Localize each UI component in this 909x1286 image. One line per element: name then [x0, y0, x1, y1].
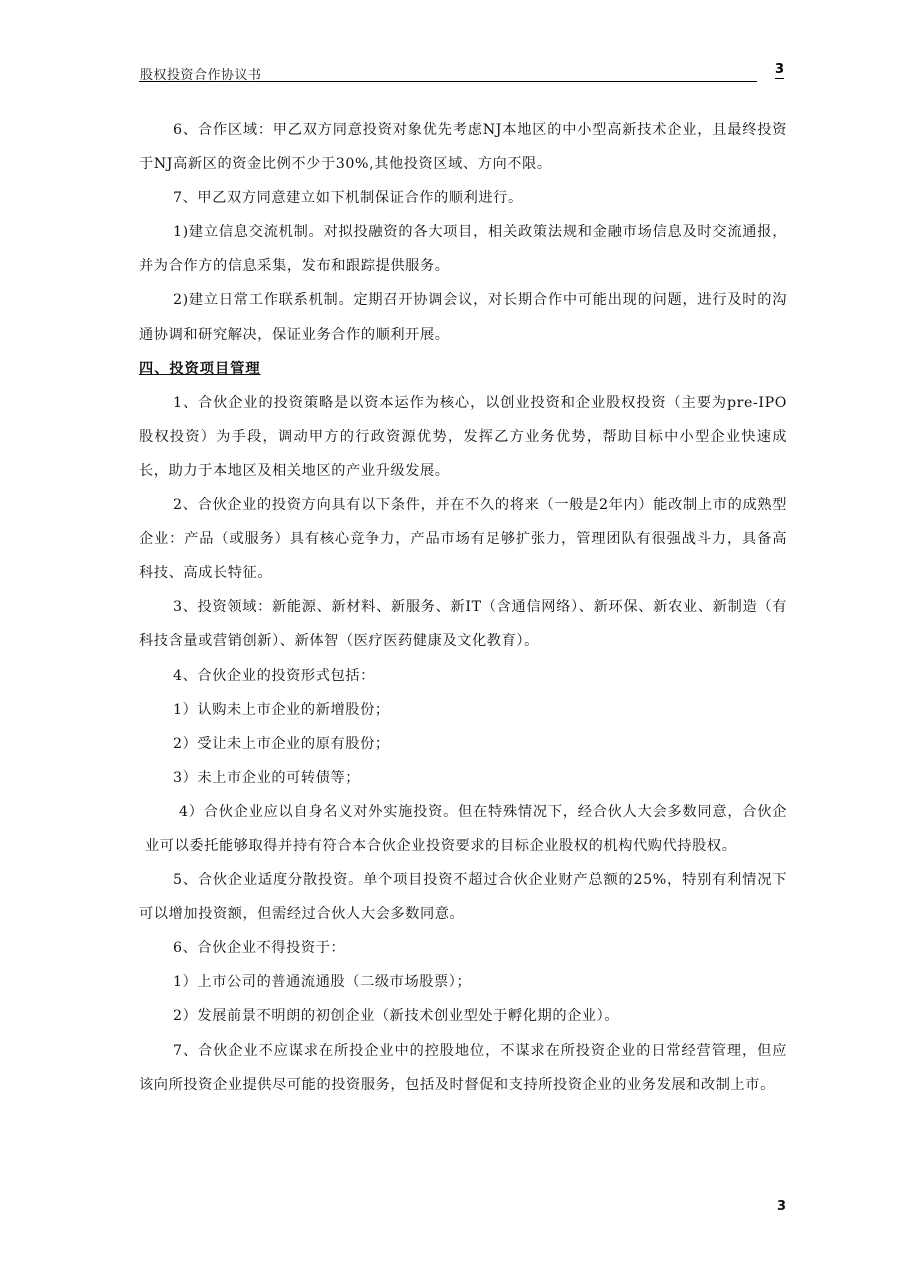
paragraph: 4、合伙企业的投资形式包括： — [173, 667, 375, 684]
paragraph: 7、甲乙双方同意建立如下机制保证合作的顺利进行。 — [173, 190, 523, 207]
paragraph: 2)建立日常工作联系机制。定期召开协调会议，对长期合作中可能出现的问题，进行及时的沟通协调和研究解决，保证业务合作的顺利开展。 — [139, 292, 787, 343]
document-body — [139, 113, 787, 1102]
page-header — [139, 60, 784, 82]
paragraph: 6、合伙企业不得投资于： — [173, 940, 346, 957]
paragraph: 3、投资领域：新能源、新材料、新服务、新IT（含通信网络）、新环保、新农业、新制造（有科技含量或营销创新）、新体智（医疗医药健康及文化教育）。 — [139, 599, 787, 650]
paragraph: 1)建立信息交流机制。对拟投融资的各大项目，相关政策法规和金融市场信息及时交流通报，并为合作方的信息采集，发布和跟踪提供服务。 — [139, 224, 787, 275]
list-item: 3）未上市企业的可转债等； — [173, 769, 361, 786]
header-rule — [139, 81, 757, 82]
list-item: 1）认购未上市企业的新增股份； — [173, 701, 390, 718]
list-item: 2）受让未上市企业的原有股份； — [173, 735, 390, 752]
list-item: 4）合伙企业应以自身名义对外实施投资。但在特殊情况下，经合伙人大会多数同意，合伙企业可以委托能够取得并持有符合本合伙企业投资要求的目标企业股权的机构代购代持股权。 — [145, 803, 787, 854]
paragraph: 7、合伙企业不应谋求在所投企业中的控股地位，不谋求在所投资企业的日常经营管理，但应该向所投资企业提供尽可能的投资服务，包括及时督促和支持所投资企业的业务发展和改制上市。 — [139, 1042, 787, 1093]
header-title: 股权投资合作协议书 — [140, 68, 262, 83]
paragraph: 1、合伙企业的投资策略是以资本运作为核心，以创业投资和企业股权投资（主要为pre-IPO股权投资）为手段，调动甲方的行政资源优势，发挥乙方业务优势，帮助目标中小型企业快速成长，助力于本地区及相关地区的产业升级发展。 — [139, 394, 787, 479]
list-item: 1）上市公司的普通流通股（二级市场股票）； — [173, 974, 472, 991]
header-page-number: 3 — [774, 62, 784, 77]
footer-page-number: 3 — [777, 1199, 787, 1214]
paragraph: 5、合伙企业适度分散投资。单个项目投资不超过合伙企业财产总额的25%，特别有利情况下可以增加投资额，但需经过合伙人大会多数同意。 — [139, 872, 787, 923]
paragraph: 2、合伙企业的投资方向具有以下条件，并在不久的将来（一般是2年内）能改制上市的成熟型企业：产品（或服务）具有核心竞争力，产品市场有足够扩张力，管理团队有很强战斗力，具备高科技、高成长特征。 — [139, 497, 787, 582]
section-heading: 四、投资项目管理 — [139, 360, 261, 377]
paragraph: 6、合作区域：甲乙双方同意投资对象优先考虑NJ本地区的中小型高新技术企业，且最终投资于NJ高新区的资金比例不少于30%,其他投资区域、方向不限。 — [139, 122, 787, 173]
list-item: 2）发展前景不明朗的初创企业（新技术创业型处于孵化期的企业）。 — [173, 1008, 620, 1025]
